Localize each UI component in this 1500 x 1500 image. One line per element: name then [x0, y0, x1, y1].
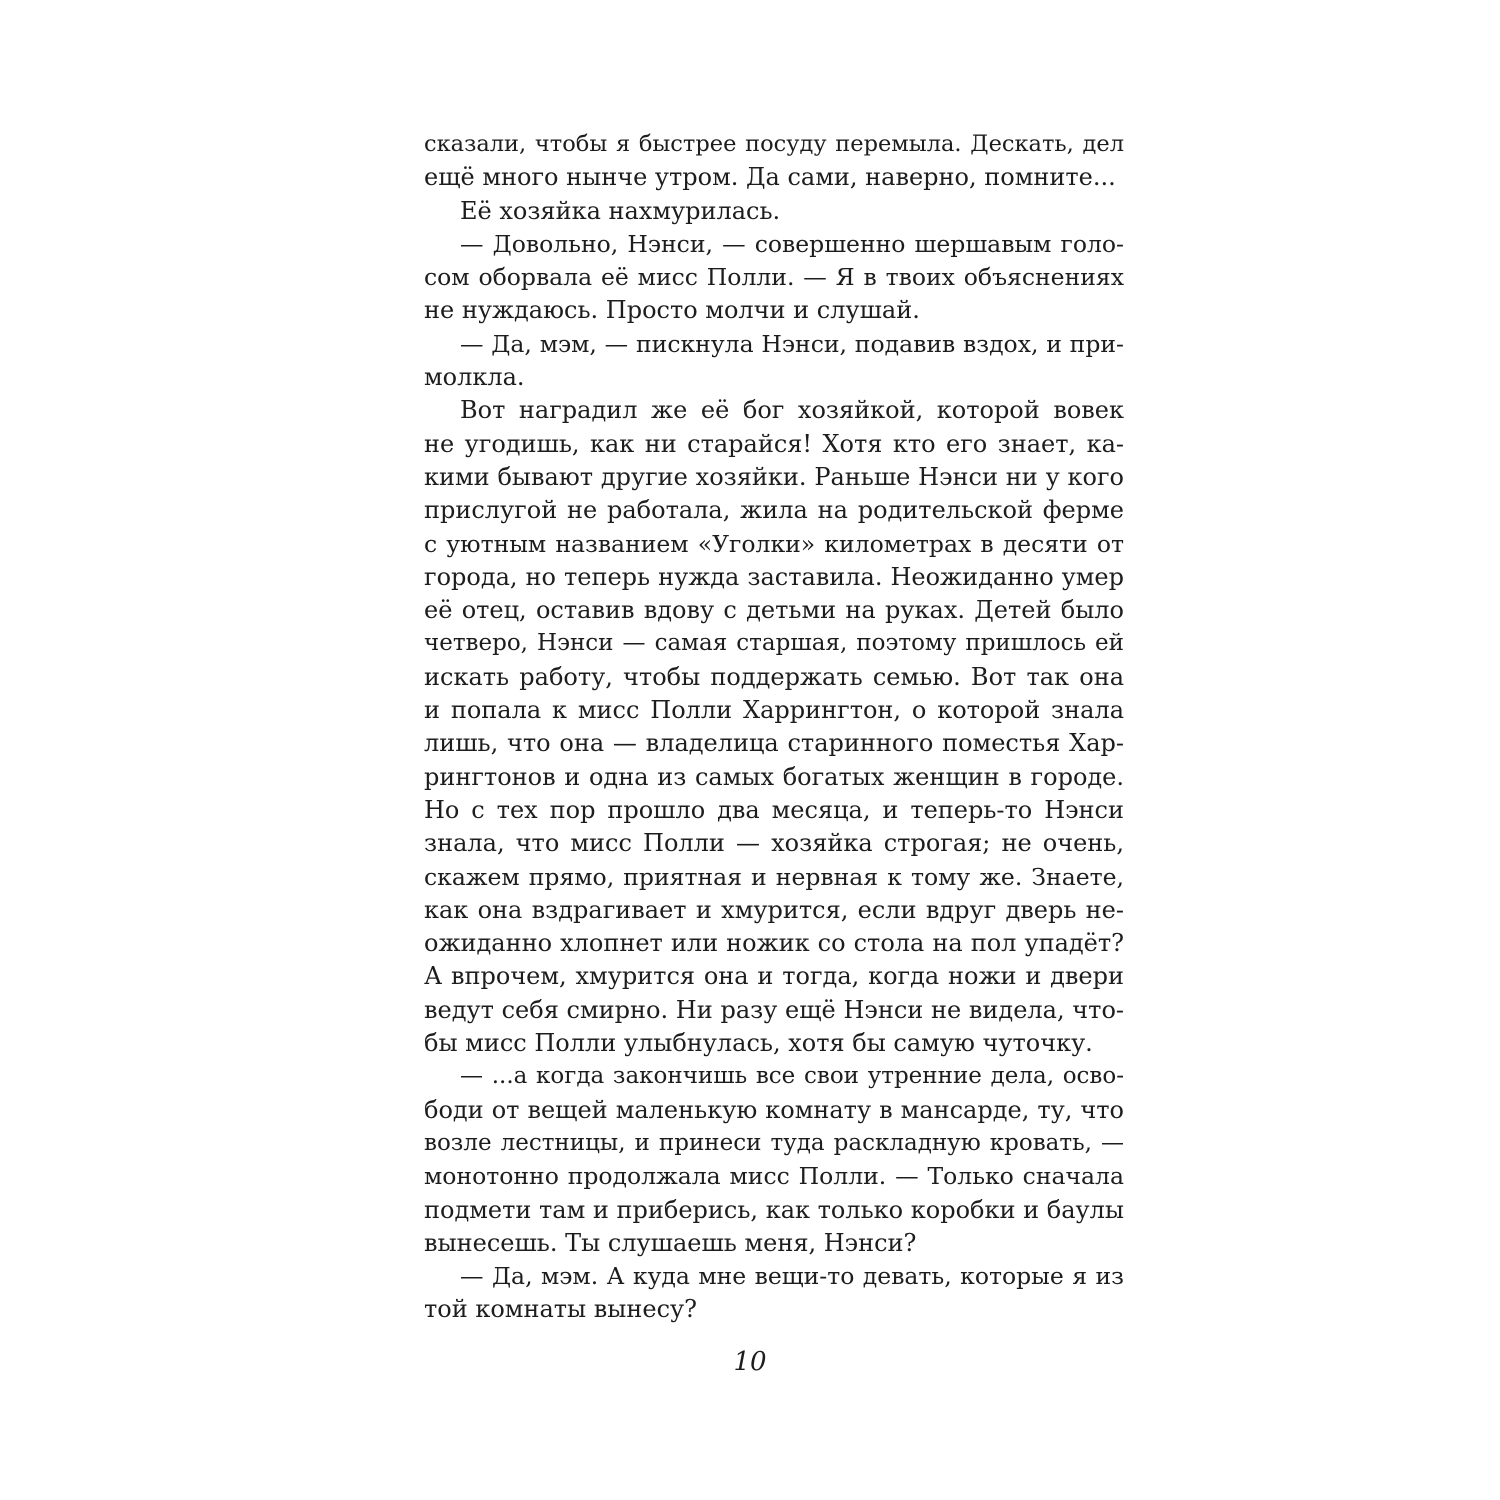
text-line: возле лестницы, и принеси туда раскладную кровать, —: [424, 1129, 1124, 1156]
text-line: бы мисс Полли улыбнулась, хотя бы самую чуточку.: [424, 1029, 1093, 1058]
text-line: той комнаты вынесу?: [424, 1295, 698, 1324]
text-line: подмети там и приберись, как только коробки и баулы: [424, 1195, 1124, 1224]
text-line: ведут себя смирно. Ни разу ещё Нэнси не видела, что-: [424, 995, 1124, 1024]
text-line: сказали, чтобы я быстрее посуду перемыла. Дескать, дел: [424, 131, 1124, 157]
text-line: лишь, что она — владелица старинного поместья Хар-: [424, 729, 1124, 758]
page-number: 10: [733, 1347, 767, 1377]
text-line: как она вздрагивает и хмурится, если вдруг дверь не-: [424, 895, 1124, 924]
text-line: сом оборвала её мисс Полли. — Я в твоих объяснениях: [424, 263, 1124, 292]
text-line: не угодишь, как ни старайся! Хотя кто его знает, ка-: [424, 429, 1124, 458]
text-line: скажем прямо, приятная и нервная к тому же. Знаете,: [424, 862, 1124, 891]
text-line: — ...а когда закончишь все свои утренние дела, осво-: [460, 1063, 1124, 1090]
text-line: боди от вещей маленькую комнату в мансарде, ту, что: [424, 1095, 1124, 1124]
text-line: прислугой не работала, жила на родительской ферме: [424, 496, 1124, 525]
text-line: Её хозяйка нахмурилась.: [460, 196, 781, 225]
text-line: — Да, мэм, — пискнула Нэнси, подавив вздох, и при-: [460, 329, 1124, 358]
text-line: Но с тех пор прошло два месяца, и теперь-то Нэнси: [424, 795, 1124, 824]
text-line: ожиданно хлопнет или ножик со стола на пол упадёт?: [424, 929, 1124, 958]
text-line: монотонно продолжала мисс Полли. — Только сначала: [424, 1162, 1124, 1191]
text-line: — Да, мэм. А куда мне вещи-то девать, которые я из: [460, 1262, 1124, 1291]
text-line: А впрочем, хмурится она и тогда, когда ножи и двери: [424, 962, 1124, 991]
text-line: рингтонов и одна из самых богатых женщин в городе.: [424, 762, 1124, 791]
text-line: не нуждаюсь. Просто молчи и слушай.: [424, 296, 920, 325]
text-line: с уютным названием «Уголки» километрах в десяти от: [424, 529, 1124, 558]
text-line: — Довольно, Нэнси, — совершенно шершавым голо-: [460, 229, 1124, 258]
text-line: вынесешь. Ты слушаешь меня, Нэнси?: [424, 1228, 917, 1257]
text-line: четверо, Нэнси — самая старшая, поэтому пришлось ей: [424, 630, 1124, 657]
text-line: искать работу, чтобы поддержать семью. Вот так она: [424, 662, 1124, 691]
text-line: Вот наградил же её бог хозяйкой, которой вовек: [460, 396, 1124, 425]
text-line: ещё много нынче утром. Да сами, наверно, помните...: [424, 163, 1116, 192]
text-line: города, но теперь нужда заставила. Неожиданно умер: [424, 562, 1124, 591]
text-line: её отец, оставив вдову с детьми на руках. Детей было: [424, 596, 1124, 625]
text-line: молкла.: [424, 363, 525, 392]
text-line: кими бывают другие хозяйки. Раньше Нэнси ни у кого: [424, 462, 1124, 491]
text-line: знала, что мисс Полли — хозяйка строгая; не очень,: [424, 829, 1124, 858]
text-line: и попала к мисс Полли Харрингтон, о которой знала: [424, 696, 1124, 725]
body-text: [424, 128, 1124, 1327]
